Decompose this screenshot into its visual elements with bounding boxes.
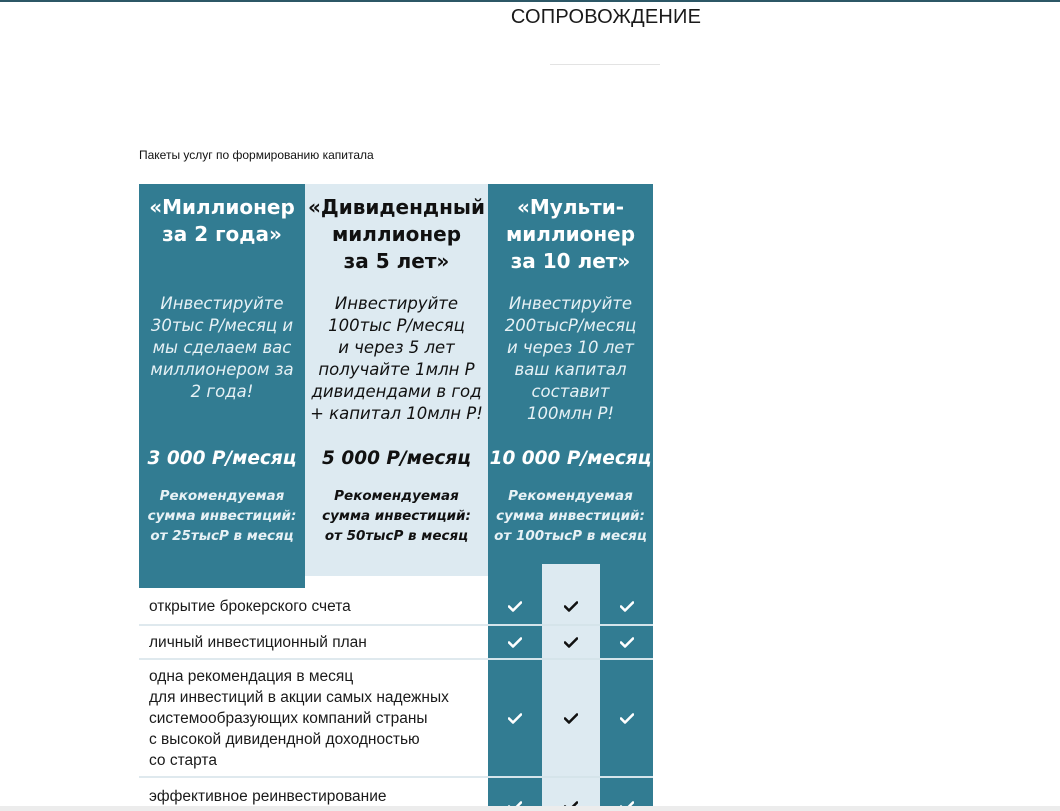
bottom-scroll-edge: [0, 806, 1060, 811]
check-icon: [564, 713, 578, 724]
feature-cell: [600, 660, 653, 778]
check-icon: [620, 601, 634, 612]
feature-label: открытие брокерского счета: [139, 588, 488, 626]
feature-cell: [542, 588, 600, 626]
feature-cell: [600, 588, 653, 626]
feature-row: [139, 626, 653, 660]
package-recommendation: Рекомендуемая сумма инвестиций: от 25тысР в месяц: [147, 488, 297, 544]
feature-label: личный инвестиционный план: [139, 626, 488, 660]
feature-cell: [488, 660, 542, 778]
feature-cell: [600, 626, 653, 660]
top-border: [0, 0, 1060, 2]
feature-cell: [488, 588, 542, 626]
package-card-multimillionaire-10y: [488, 184, 653, 564]
package-price: 10 000 Р/месяц: [489, 448, 652, 469]
feature-row: [139, 588, 653, 626]
package-description: Инвестируйте 100тыс Р/месяц и через 5 лет получайте 1млн Р дивидендами в год + капитал 10млн Р!: [310, 294, 483, 423]
check-icon: [508, 637, 522, 648]
title-divider: [550, 64, 660, 65]
page-title: СОПРОВОЖДЕНИЕ: [510, 6, 702, 28]
package-recommendation: Рекомендуемая сумма инвестиций: от 100тысР в месяц: [494, 488, 647, 544]
check-icon: [564, 637, 578, 648]
package-price: 5 000 Р/месяц: [322, 448, 471, 469]
package-title: «Дивидендный миллионер за 5 лет»: [307, 195, 486, 273]
package-card-millionaire-2y: [139, 184, 305, 588]
feature-row: [139, 660, 653, 778]
package-description: Инвестируйте 30тыс Р/месяц и мы сделаем вас миллионером за 2 года!: [150, 294, 294, 401]
packages-subtitle: Пакеты услуг по формированию капитала: [139, 148, 374, 162]
check-icon: [508, 601, 522, 612]
check-icon: [564, 601, 578, 612]
packages-table: [139, 184, 653, 811]
check-icon: [620, 637, 634, 648]
column-connector: [600, 564, 653, 588]
package-card-dividend-5y: [305, 184, 488, 576]
package-title: «Миллионер за 2 года»: [149, 195, 295, 246]
check-icon: [508, 713, 522, 724]
package-title: «Мульти- миллионер за 10 лет»: [505, 195, 636, 273]
check-icon: [620, 713, 634, 724]
feature-cell: [542, 660, 600, 778]
package-recommendation: Рекомендуемая сумма инвестиций: от 50тысР в месяц: [322, 488, 471, 544]
feature-label: одна рекомендация в месяц для инвестиций в акции самых надежных системообразующих компаний страны с высокой дивидендной доходностью со старта: [139, 660, 488, 778]
package-price: 3 000 Р/месяц: [147, 448, 297, 469]
column-connector: [488, 564, 542, 588]
feature-cell: [488, 626, 542, 660]
feature-cell: [542, 626, 600, 660]
feature-label: эффективное реинвестирование: [139, 778, 488, 811]
package-description: Инвестируйте 200тысР/месяц и через 10 лет ваш капитал составит 100млн Р!: [504, 294, 637, 423]
column-connector: [542, 564, 600, 588]
